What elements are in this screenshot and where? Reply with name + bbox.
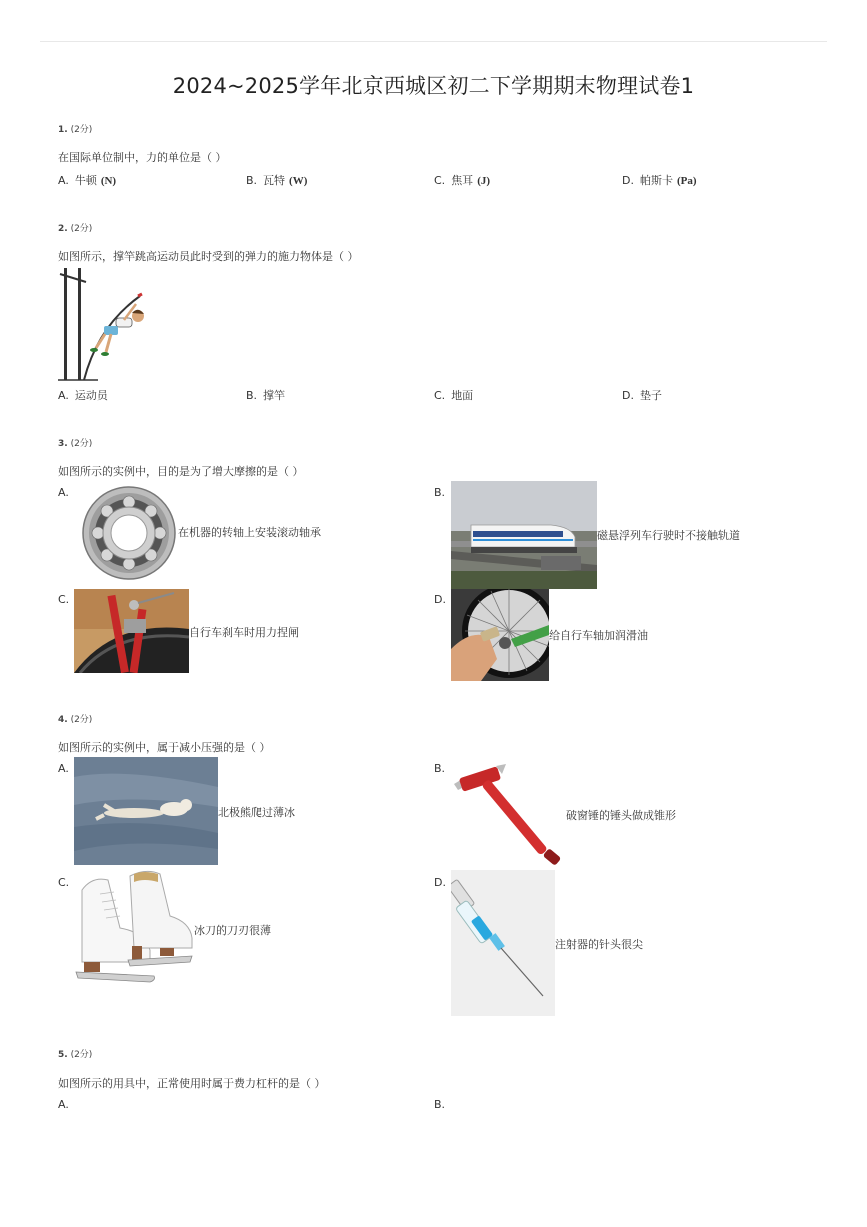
question-number: 2. <box>58 224 68 234</box>
ice-skates-image <box>74 870 194 986</box>
question-score: (2分) <box>70 125 93 135</box>
option-text: 垫子 <box>639 389 662 402</box>
q3-option-a-caption: 在机器的转轴上安装滚动轴承 <box>178 526 321 539</box>
question-number: 1. <box>58 125 68 135</box>
q4-option-c-letter[interactable]: C. <box>58 876 70 889</box>
question-number: 4. <box>58 715 68 725</box>
q4-option-b-caption: 破窗锤的锤头做成锥形 <box>566 809 676 822</box>
question-number: 3. <box>58 439 68 449</box>
option-letter: D. <box>622 389 634 402</box>
q1-option-c[interactable] <box>434 172 490 188</box>
option-letter: B. <box>246 174 258 187</box>
question-4-header <box>58 712 92 725</box>
q4-option-d-caption: 注射器的针头很尖 <box>555 938 643 951</box>
q4-option-b-letter[interactable]: B. <box>434 762 446 775</box>
question-2-stem: 如图所示，撑竿跳高运动员此时受到的弹力的施力物体是（ ） <box>58 250 359 263</box>
q3-option-c-letter[interactable]: C. <box>58 593 70 606</box>
q5-option-a-letter[interactable]: A. <box>58 1098 69 1111</box>
question-4-stem: 如图所示的实例中，属于减小压强的是（ ） <box>58 741 271 754</box>
option-letter: A. <box>58 174 69 187</box>
q2-option-d[interactable] <box>622 387 662 403</box>
q3-option-a-letter[interactable]: A. <box>58 486 69 499</box>
option-letter: C. <box>434 174 446 187</box>
option-text: 焦耳 <box>451 174 474 187</box>
q3-option-c-caption: 自行车刹车时用力捏闸 <box>189 626 299 639</box>
option-text: 牛顿 <box>74 174 97 187</box>
option-letter: D. <box>622 174 634 187</box>
question-5-stem: 如图所示的用具中，正常使用时属于费力杠杆的是（ ） <box>58 1077 326 1090</box>
bicycle-brake-image <box>74 589 189 673</box>
option-unit: (J) <box>477 175 491 187</box>
option-letter: A. <box>58 389 69 402</box>
q4-option-a-caption: 北极熊爬过薄冰 <box>218 806 295 819</box>
safety-hammer-image <box>450 760 566 868</box>
option-unit: (Pa) <box>676 175 697 187</box>
option-text: 瓦特 <box>263 174 286 187</box>
q5-option-b-letter[interactable]: B. <box>434 1098 446 1111</box>
question-1-header <box>58 122 92 135</box>
bicycle-oiling-image <box>451 589 549 681</box>
q3-option-d-caption: 给自行车轴加润滑油 <box>549 629 648 642</box>
q2-option-a[interactable] <box>58 387 108 403</box>
syringe-image <box>451 870 555 1016</box>
pole-vault-figure <box>58 266 150 382</box>
question-score: (2分) <box>70 439 93 449</box>
option-text: 撑竿 <box>263 389 286 402</box>
q3-option-b-caption: 磁悬浮列车行驶时不接触轨道 <box>597 529 740 542</box>
option-unit: (W) <box>289 175 308 187</box>
q3-option-d-letter[interactable]: D. <box>434 593 446 606</box>
q4-option-a-letter[interactable]: A. <box>58 762 69 775</box>
polar-bear-on-ice-image <box>74 757 218 865</box>
q4-option-d-letter[interactable]: D. <box>434 876 446 889</box>
ball-bearing-image <box>75 483 178 583</box>
header-divider <box>40 41 827 42</box>
option-text: 运动员 <box>74 389 108 402</box>
exam-title: 2024~2025学年北京西城区初二下学期期末物理试卷1 <box>172 74 695 98</box>
option-letter: B. <box>246 389 258 402</box>
q1-option-d[interactable] <box>622 172 697 188</box>
option-text: 地面 <box>451 389 474 402</box>
question-3-stem: 如图所示的实例中，目的是为了增大摩擦的是（ ） <box>58 465 304 478</box>
question-1-stem: 在国际单位制中，力的单位是（ ） <box>58 151 227 164</box>
question-score: (2分) <box>70 224 93 234</box>
q2-option-b[interactable] <box>246 387 285 403</box>
maglev-train-image <box>451 481 597 589</box>
question-number: 5. <box>58 1050 68 1060</box>
option-unit: (N) <box>100 175 117 187</box>
option-letter: C. <box>434 389 446 402</box>
q4-option-c-caption: 冰刀的刀刃很薄 <box>194 924 271 937</box>
option-text: 帕斯卡 <box>639 174 673 187</box>
q2-option-c[interactable] <box>434 387 473 403</box>
question-score: (2分) <box>70 715 93 725</box>
question-5-header <box>58 1047 92 1060</box>
question-2-header <box>58 221 92 234</box>
question-3-header <box>58 436 92 449</box>
q1-option-a[interactable] <box>58 172 116 188</box>
q1-option-b[interactable] <box>246 172 307 188</box>
q3-option-b-letter[interactable]: B. <box>434 486 446 499</box>
question-score: (2分) <box>70 1050 93 1060</box>
